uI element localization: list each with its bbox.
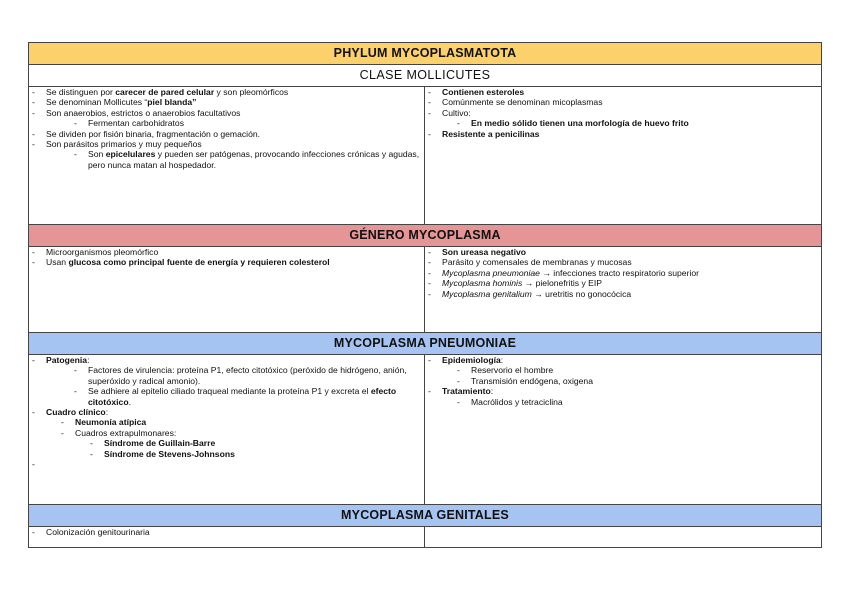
list-item: - Se denominan Mollicutes “piel blanda” [29, 97, 424, 107]
empty-list-item [29, 459, 424, 469]
list-item: - Macrólidos y tetraciclina [454, 397, 821, 407]
genero-right-cell [425, 247, 822, 333]
list-item: - Reservorio el hombre [454, 365, 821, 375]
genitales-right-cell [425, 527, 822, 548]
list-item: - Factores de virulencia: proteína P1, efecto citotóxico (peróxido de hidrógeno, anión, superóxido y radical amonio). [71, 365, 424, 386]
list-item: - Mycoplasma pneumoniae → infecciones tracto respiratorio superior [425, 268, 821, 278]
list-item: - Mycoplasma genitalium → uretritis no gonocócica [425, 289, 821, 299]
list-item: - En medio sólido tienen una morfología de huevo frito [454, 118, 821, 128]
list-item: - Fermentan carbohidratos [71, 118, 424, 128]
list-item: - Mycoplasma hominis → pielonefritis y EIP [425, 278, 821, 288]
list-item: - Usan glucosa como principal fuente de energía y requieren colesterol [29, 257, 424, 267]
list-item: - Son epicelulares y pueden ser patógenas, provocando infecciones crónicas y agudas, pero nunca matan al hospedador. [71, 149, 424, 170]
mollicutes-right-cell [425, 87, 822, 225]
list-item: - Cuadro clínico: - Neumonía atípica - Cuadros extrapulmonares: - Síndrome de Guillain-Barre - Síndrome de Stevens-Johnsons [29, 407, 424, 459]
list-item: - Cultivo: - En medio sólido tienen una morfología de huevo frito [425, 108, 821, 129]
list-item: - Se distinguen por carecer de pared celular y son pleomórficos [29, 87, 424, 97]
list-item: - Cuadros extrapulmonares: - Síndrome de Guillain-Barre - Síndrome de Stevens-Johnsons [58, 428, 424, 459]
list-item: - Se dividen por fisión binaria, fragmentación o gemación. [29, 129, 424, 139]
list-item: - Son ureasa negativo [425, 247, 821, 257]
phylum-header: PHYLUM MYCOPLASMATOTA [29, 43, 822, 65]
list-item: - Transmisión endógena, oxigena [454, 376, 821, 386]
list-item: - Comúnmente se denominan micoplasmas [425, 97, 821, 107]
list-item: - Colonización genitourinaria [29, 527, 424, 537]
genero-left-cell [29, 247, 425, 333]
genitales-header: MYCOPLASMA GENITALES [29, 505, 822, 527]
list-item: - Parásito y comensales de membranas y mucosas [425, 257, 821, 267]
list-item: - Tratamiento: - Macrólidos y tetraciclina [425, 386, 821, 407]
pneumoniae-header: MYCOPLASMA PNEUMONIAE [29, 333, 822, 355]
list-item: - Resistente a penicilinas [425, 129, 821, 139]
clase-header: CLASE MOLLICUTES [29, 65, 822, 87]
pneumoniae-left-cell [29, 355, 425, 505]
list-item: - Síndrome de Guillain-Barre [87, 438, 424, 448]
list-item: - Se adhiere al epitelio ciliado traqueal mediante la proteína P1 y excreta el efecto citotóxico. [71, 386, 424, 407]
list-item: - Epidemiología: - Reservorio el hombre - Transmisión endógena, oxigena [425, 355, 821, 386]
list-item: - Síndrome de Stevens-Johnsons [87, 449, 424, 459]
list-item: - Son anaerobios, estrictos o anaerobios facultativos - Fermentan carbohidratos [29, 108, 424, 129]
list-item: - Contienen esteroles [425, 87, 821, 97]
list-item: - Patogenia: - Factores de virulencia: proteína P1, efecto citotóxico (peróxido de hidrógeno, anión, superóxido y radical amonio). - Se adhiere al epitelio ciliado traqueal mediante la proteína P1 y excreta el efecto citotóxico. [29, 355, 424, 407]
genero-header: GÉNERO MYCOPLASMA [29, 225, 822, 247]
list-item: - Microorganismos pleomórfico [29, 247, 424, 257]
mollicutes-left-cell [29, 87, 425, 225]
list-item: - Neumonía atípica [58, 417, 424, 427]
genitales-left-cell [29, 527, 425, 548]
pneumoniae-right-cell [425, 355, 822, 505]
list-item: - Son parásitos primarios y muy pequeños - Son epicelulares y pueden ser patógenas, provocando infecciones crónicas y agudas, pero nunca matan al hospedador. [29, 139, 424, 170]
mycoplasma-summary-table [28, 42, 822, 548]
